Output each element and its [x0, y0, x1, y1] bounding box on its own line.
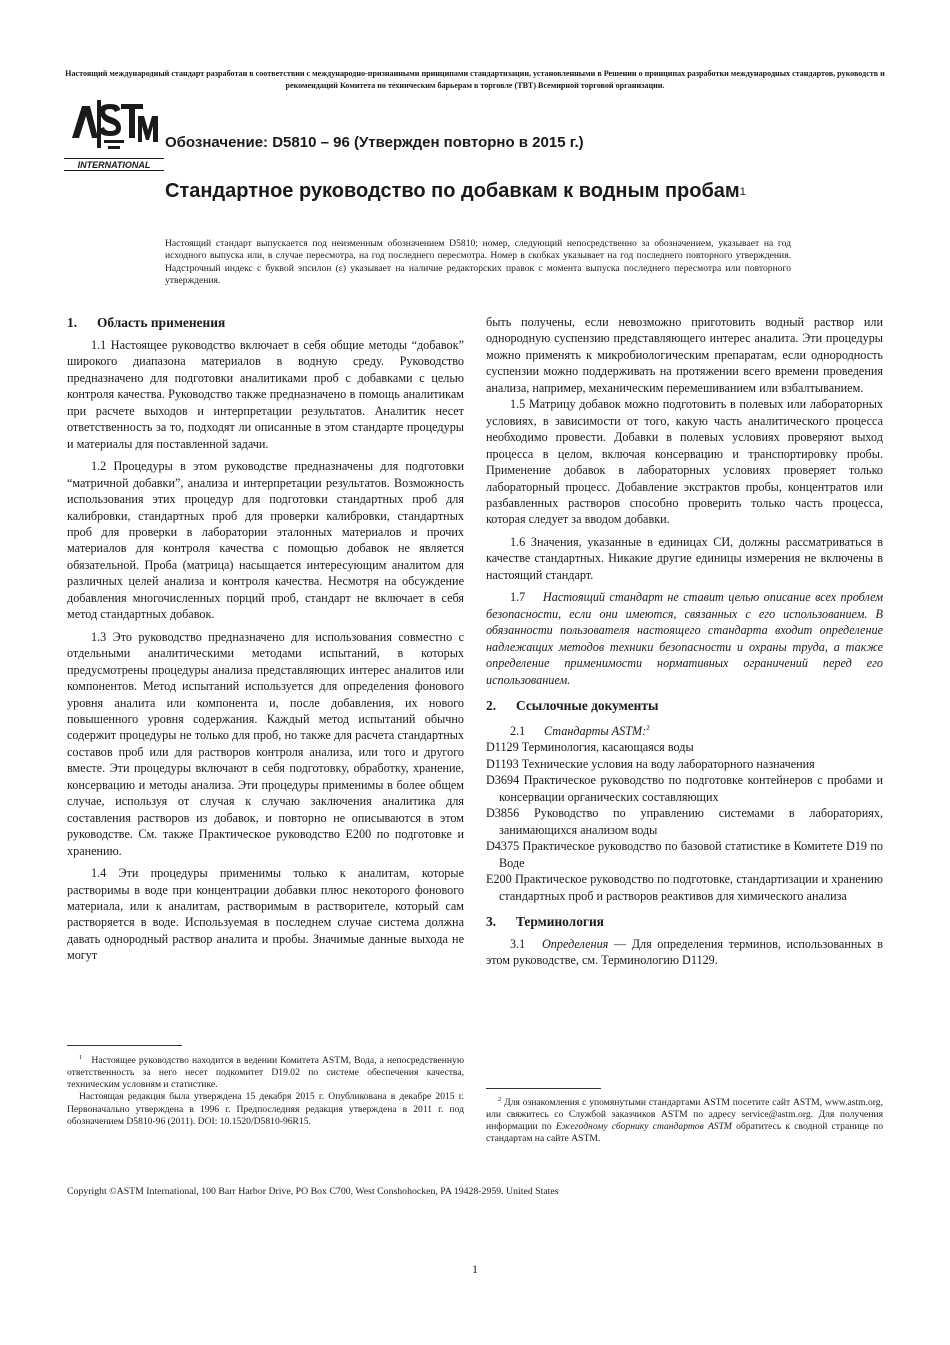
page-number: 1 — [472, 1262, 478, 1276]
paragraph-1-4-continued: быть получены, если невозможно приготовить водный раствор или однородную суспензию представляющего интерес аналита. Эти процедуры можно применять к микробиологическим препаратам, если однородность суспензии можно поддерживать на протяжении всего времени проведения анализа, например, механическим перемешиванием или взбалтыванием. — [486, 315, 883, 395]
paragraph-1-5: 1.5 Матрицу добавок можно подготовить в полевых или лабораторных условиях, в зависимости от того, какую часть аналитического процесса необходимо провести. Добавки в полевых условиях проверяют выход процесса в целом, включая консервацию и транспортировку пробы. Применение добавок в лабораторных условиях проверяет только лабораторный процесс. Добавление экстрактов пробы, концентратов или разбавленных растворов способно проверить только часть процесса, которая следует за вводом добавки. — [486, 397, 883, 527]
paragraph-1-1: 1.1 Настоящее руководство включает в себя общие методы “добавок” широкого диапазона материалов в водную среду. Руководство предназначено для подготовки аналитиками проб с добавками с целью контроля качества. Руководство также предназначено в помощь аналитикам при расчете выходов и интерпретации результатов. Аналитик несет ответственность за то, подходят ли описанные в этом стандарте процедуры и материалы для поставленной задачи. — [67, 338, 464, 451]
designation: Обозначение: D5810 – 96 (Утвержден повторно в 2015 г.) — [165, 134, 584, 151]
section-2-title: Ссылочные документы — [516, 697, 659, 713]
paragraph-3-1-label: Определения — [541, 937, 609, 952]
footnote-1-mark: 1 — [79, 1054, 83, 1061]
reference-d3856: D3856 Руководство по управлению системами в лабораториях, занимающихся анализом воды — [486, 806, 883, 837]
paragraph-1-7-text: Настоящий стандарт не ставит целью описание всех проблем безопасности, если они имеются, связанных с его использованием. В обязанности пользователя настоящего стандарта входит определение надлежащих методов техники безопасности и охраны труда, а также определение применимости нормативных ограничений перед его использованием. — [486, 590, 884, 687]
footnote-1 — [67, 1052, 464, 1128]
subsection-2-1-label: Стандарты ASTM: — [544, 724, 647, 739]
title-footnote-mark: 1 — [739, 186, 746, 198]
paragraph-3-1-text: — Для определения терминов, использованных в этом руководстве, см. Терминологию D1129. — [486, 937, 883, 968]
footnote-1-text-b: Настоящая редакция была утверждена 15 декабря 2015 г. Опубликована в декабре 2015 г. Первоначально утверждена в 1996 г. Предпоследняя редакция утверждена в 2011 г. под обозначением D5810-96 (2011). DOI: 10.1520/D5810-96R15. — [67, 1091, 464, 1127]
reference-d3694: D3694 Практическое руководство по подготовке контейнеров с пробами и консервации органических составляющих — [486, 773, 883, 804]
reference-d4375: D4375 Практическое руководство по базовой статистике в Комитете D19 по Воде — [486, 839, 883, 870]
reference-list — [486, 720, 883, 904]
footnote-divider-left — [67, 1045, 182, 1046]
intro-paragraph: Настоящий стандарт выпускается под неизменным обозначением D5810; номер, следующий непосредственно за обозначением, указывает на год исходного выпуска или, в случае пересмотра, на год последнего пересмотра. Номер в скобках указывает на год последнего повторного утверждения. Надстрочный индекс с буквой эпсилон (ε) указывает на наличие редакторских правок с момента выпуска последнего пересмотра или повторного утверждения. — [165, 238, 791, 287]
right-column — [486, 314, 883, 969]
paragraph-1-6: 1.6 Значения, указанные в единицах СИ, должны рассматриваться в качестве стандартных. Никакие другие единицы измерения не включены в настоящий стандарт. — [486, 534, 883, 582]
paragraph-1-2: 1.2 Процедуры в этом руководстве предназначены для подготовки “матричной добавки”, анализа и интерпретации результатов. Возможность использования этих процедур для подготовки стандартных проб для калибровки, стандартных проб для проверки калибровки, стандартных проб для проверки в лаборатории эталонных материалов и прочих материалов для контроля качества с помощью добавок не является обязательной. Проба (матрица) насыщается интересующим аналитом для различных целей анализа и контроля качества. Несмотря на обсуждение добавления многочисленных порций проб, стандарт не включает в себя метод стандартных добавок. — [67, 459, 464, 622]
reference-e200: E200 Практическое руководство по подготовке, стандартизации и хранению стандартных проб и растворов реактивов для химического анализа — [486, 872, 883, 903]
footnote-divider-right — [486, 1088, 601, 1089]
footnote-2-italic: Ежегодному сборнику стандартов ASTM — [555, 1121, 732, 1133]
paragraph-3-1 — [486, 936, 883, 969]
subsection-2-1-sup: 2 — [646, 723, 650, 732]
top-note: Настоящий международный стандарт разработан в соответствии с международно-признанными принципами стандартизации, установленными в Решении о принципах разработки международных стандартов, руководств и рекомендаций Комитета по техническим барьерам в торговле (ТВТ) Всемирной торговой организации. — [65, 69, 885, 90]
section-3-number: 3. — [486, 914, 497, 930]
section-2-heading — [486, 697, 883, 715]
paragraph-3-1-number: 3.1 — [510, 937, 526, 952]
footnote-2 — [486, 1094, 883, 1146]
paragraph-1-7-number: 1.7 — [510, 590, 526, 605]
section-1-number: 1. — [67, 315, 78, 330]
subsection-2-1 — [510, 720, 883, 740]
footnote-1-text-a: Настоящее руководство находится в ведении Комитета ASTM, Вода, а непосредственную ответственность за него несет подкомитет D19.02 по системе обеспечения качества, техническим условиям и статистике. — [67, 1055, 464, 1091]
section-2-number: 2. — [486, 697, 497, 713]
section-3-title: Терминология — [516, 914, 604, 930]
copyright-line: Copyright ©ASTM International, 100 Barr Harbor Drive, PO Box C700, West Conshohocken, PA 19428-2959. United States — [67, 1186, 559, 1197]
section-3-heading — [486, 913, 883, 931]
section-1-heading — [67, 314, 464, 332]
footnote-2-text-a: Для ознакомления с упомянутыми стандартами ASTM посетите сайт ASTM, www.astm.org, или свяжитесь со Службой заказчиков ASTM по адресу service@astm.org. Для получения информации по — [486, 1097, 883, 1133]
astm-logo — [64, 98, 164, 176]
footnote-2-mark: 2 — [498, 1096, 502, 1103]
subsection-2-1-number: 2.1 — [510, 724, 526, 739]
left-column — [67, 314, 464, 964]
document-title — [165, 179, 805, 203]
section-1-title: Область применения — [97, 315, 226, 330]
reference-d1193: D1193 Технические условия на воду лабораторного назначения — [486, 756, 815, 771]
paragraph-1-7 — [486, 589, 883, 688]
paragraph-1-4: 1.4 Эти процедуры применимы только к аналитам, которые растворимы в воде при концентрации добавки плюс некоторого фонового материала, или к аналитам, растворимым в растворителе, который сам растворяется в воде. Используемая в последнем случае система должна давать однородный раствор аналита и пробы. Значимые данные выхода не могут — [67, 866, 464, 963]
reference-d1129: D1129 Терминология, касающаяся воды — [486, 740, 694, 755]
astm-logo-icon — [64, 98, 164, 176]
footnote-2-text-b: обратитесь к сводной странице по стандартам на сайте ASTM. — [486, 1121, 883, 1145]
paragraph-1-3: 1.3 Это руководство предназначено для использования совместно с отдельными аналитическими методами испытаний, в которых предусмотрены процедуры анализа представляющих интерес аналитов или компонентов. Метод испытаний используется для определения фонового уровня аналита или компонента и, после добавления, их нового повышенного уровня содержания. Каждый метод испытаний обычно содержит процедуры не только для проб, но также для расчета стандартных составов проб или для растворов контроля анализа, или того и другого вместе. Эти процедуры включают в себя подготовку, обработку, хранение, консервацию и методы анализа. Эти процедуры применимы в более общем случае, используя от случая к случаю заключения аналитика для составления растворов из добавок, и повторно не описываются в этом руководстве. См. также Практическое руководство E200 по подготовке и хранению. — [67, 629, 464, 858]
logo-caption: INTERNATIONAL — [77, 160, 151, 170]
title-text: Стандартное руководство по добавкам к водным пробам — [165, 180, 740, 202]
